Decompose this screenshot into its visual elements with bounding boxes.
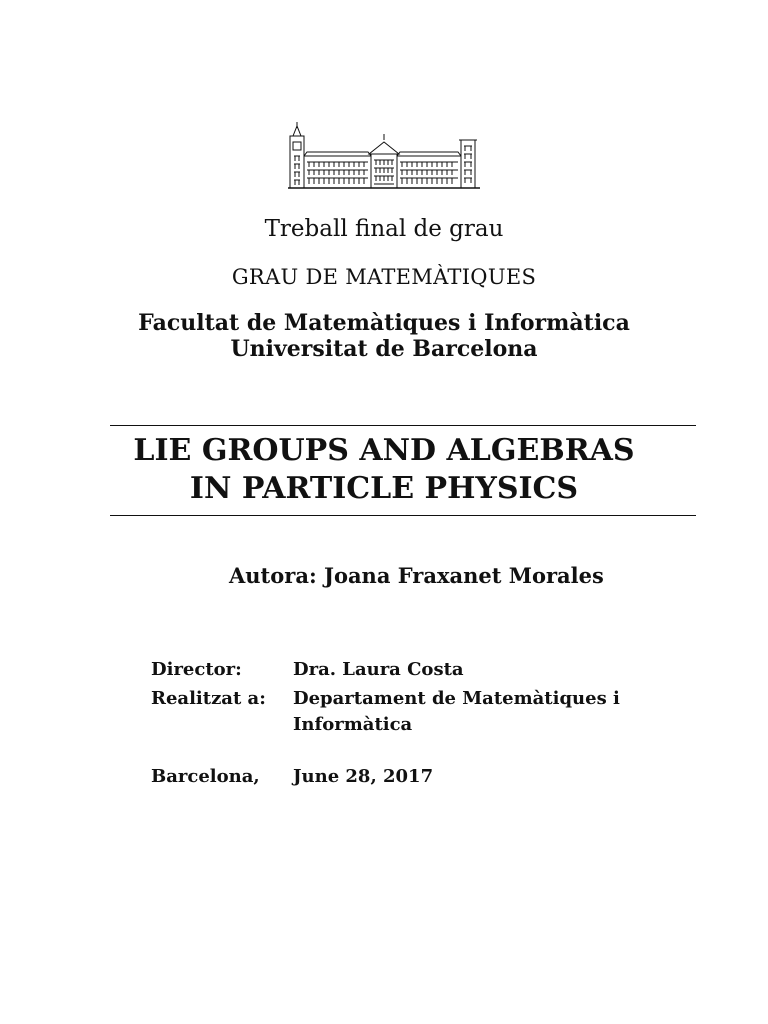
title-rule-top xyxy=(110,425,696,426)
thesis-title-line-2: IN PARTICLE PHYSICS xyxy=(189,471,579,506)
date-value: June 28, 2017 xyxy=(293,766,434,787)
thesis-title xyxy=(100,432,668,508)
done-at-value-line-2: Informàtica xyxy=(293,714,413,735)
title-rule-bottom xyxy=(110,515,696,516)
thesis-type: Treball final de grau xyxy=(264,216,504,242)
director-value: Dra. Laura Costa xyxy=(293,659,464,680)
thesis-title-line-1: LIE GROUPS AND ALGEBRAS xyxy=(133,433,635,468)
director-label: Director: xyxy=(151,659,242,680)
university-name: Universitat de Barcelona xyxy=(230,336,538,362)
faculty-name: Facultat de Matemàtiques i Informàtica xyxy=(138,310,630,336)
done-at-label: Realitzat a: xyxy=(151,688,266,709)
degree-name: GRAU DE MATEMÀTIQUES xyxy=(231,265,537,289)
done-at-value-line-1: Departament de Matemàtiques i xyxy=(293,688,620,709)
university-building-icon xyxy=(287,120,481,190)
place-label: Barcelona, xyxy=(151,766,260,787)
author-line: Autora: Joana Fraxanet Morales xyxy=(229,563,604,588)
